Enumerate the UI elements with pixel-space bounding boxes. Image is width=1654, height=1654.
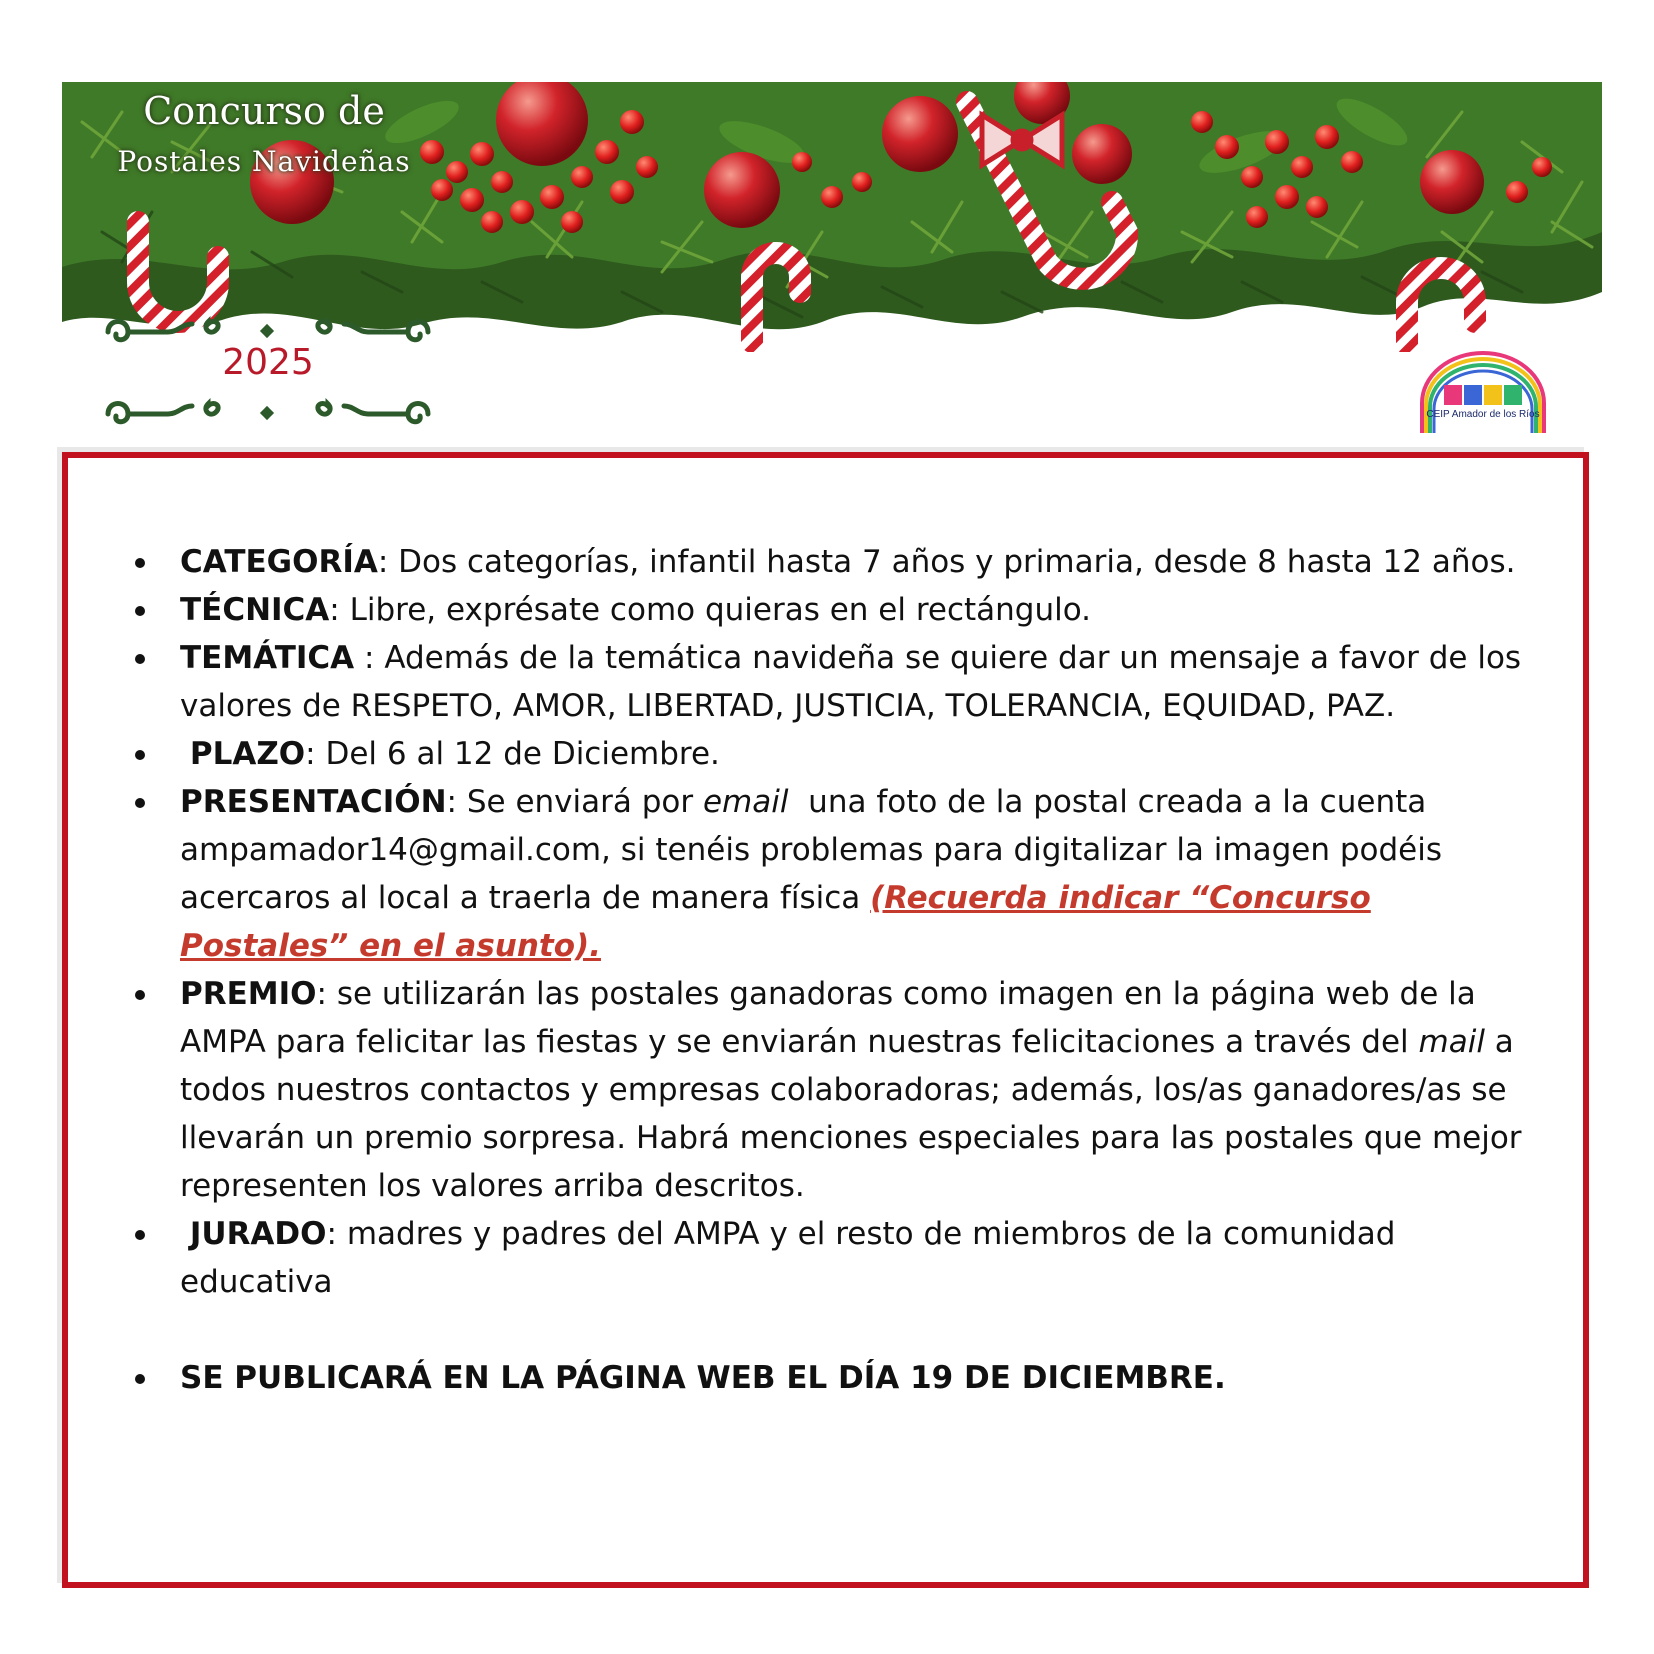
rule-label: JURADO — [189, 1216, 327, 1252]
rule-separator: : — [446, 784, 467, 820]
announcement-text: SE PUBLICARÁ EN LA PÁGINA WEB EL DÍA 19 DE DICIEMBRE. — [180, 1360, 1226, 1396]
ampa-logo — [1418, 345, 1548, 437]
rule-presentacion — [118, 778, 1538, 970]
title-line-1: Concurso de — [143, 89, 385, 133]
rule-text: Se enviará por — [466, 784, 703, 820]
title-line-2: Postales Navideñas — [117, 145, 411, 178]
rule-label: TEMÁTICA — [180, 640, 355, 676]
publication-announcement — [118, 1354, 1538, 1402]
rule-separator: : — [329, 592, 350, 628]
rule-text: se utilizarán las postales ganadoras como imagen en la página web de la AMPA para felicitar las fiestas y se enviarán nuestras felicitaciones a través del — [180, 976, 1476, 1060]
rule-text-emphasis: mail — [1418, 1024, 1485, 1060]
rule-tematica — [118, 634, 1538, 730]
rules-list — [118, 538, 1538, 1402]
rule-text: Libre, exprésate como quieras en el rectángulo. — [349, 592, 1092, 628]
rule-tecnica — [118, 586, 1538, 634]
subject-reminder-note: (Recuerda indicar “Concurso Postales” en el asunto). — [180, 880, 1371, 964]
rule-text-emphasis: email — [702, 784, 789, 820]
rule-plazo — [118, 730, 1538, 778]
rule-label: PRESENTACIÓN — [180, 784, 447, 820]
rainbow-logo-mark — [1418, 345, 1548, 437]
contest-year: 2025 — [222, 342, 314, 383]
rule-categoria — [118, 538, 1538, 586]
rule-text: una foto de la postal creada a la cuenta ampamador14@gmail.com, si tenéis problemas para digitalizar la imagen podéis acercaros al local a traerla de manera física — [180, 784, 1452, 916]
rule-text: madres y padres del AMPA y el resto de miembros de la comunidad educativa — [180, 1216, 1396, 1300]
rule-label: PREMIO — [180, 976, 317, 1012]
rule-separator: : — [305, 736, 326, 772]
logo-caption: CEIP Amador de los Ríos — [1426, 409, 1540, 420]
rule-label: TÉCNICA — [180, 592, 330, 628]
rule-label: CATEGORÍA — [180, 544, 378, 580]
rule-text: Además de la temática navideña se quiere dar un mensaje a favor de los valores de RESPETO, AMOR, LIBERTAD, JUSTICIA, TOLERANCIA, EQUIDAD, PAZ. — [180, 640, 1522, 724]
rule-separator: : — [354, 640, 385, 676]
rule-separator: : — [377, 544, 399, 580]
rule-premio — [118, 970, 1538, 1210]
rule-separator: : — [316, 976, 337, 1012]
rule-text: a todos nuestros contactos y empresas colaboradoras; además, los/as ganadores/as se llevarán un premio sorpresa. Habrá menciones especiales para las postales que mejor representen los valores arriba descritos. — [180, 1024, 1522, 1204]
rule-text: Del 6 al 12 de Diciembre. — [325, 736, 720, 772]
rule-jurado — [118, 1210, 1538, 1306]
year-ornament — [98, 312, 438, 434]
contest-title — [104, 88, 424, 182]
rule-separator: : — [326, 1216, 347, 1252]
rule-text: Dos categorías, infantil hasta 7 años y primaria, desde 8 hasta 12 años. — [398, 544, 1516, 580]
rule-label: PLAZO — [189, 736, 306, 772]
